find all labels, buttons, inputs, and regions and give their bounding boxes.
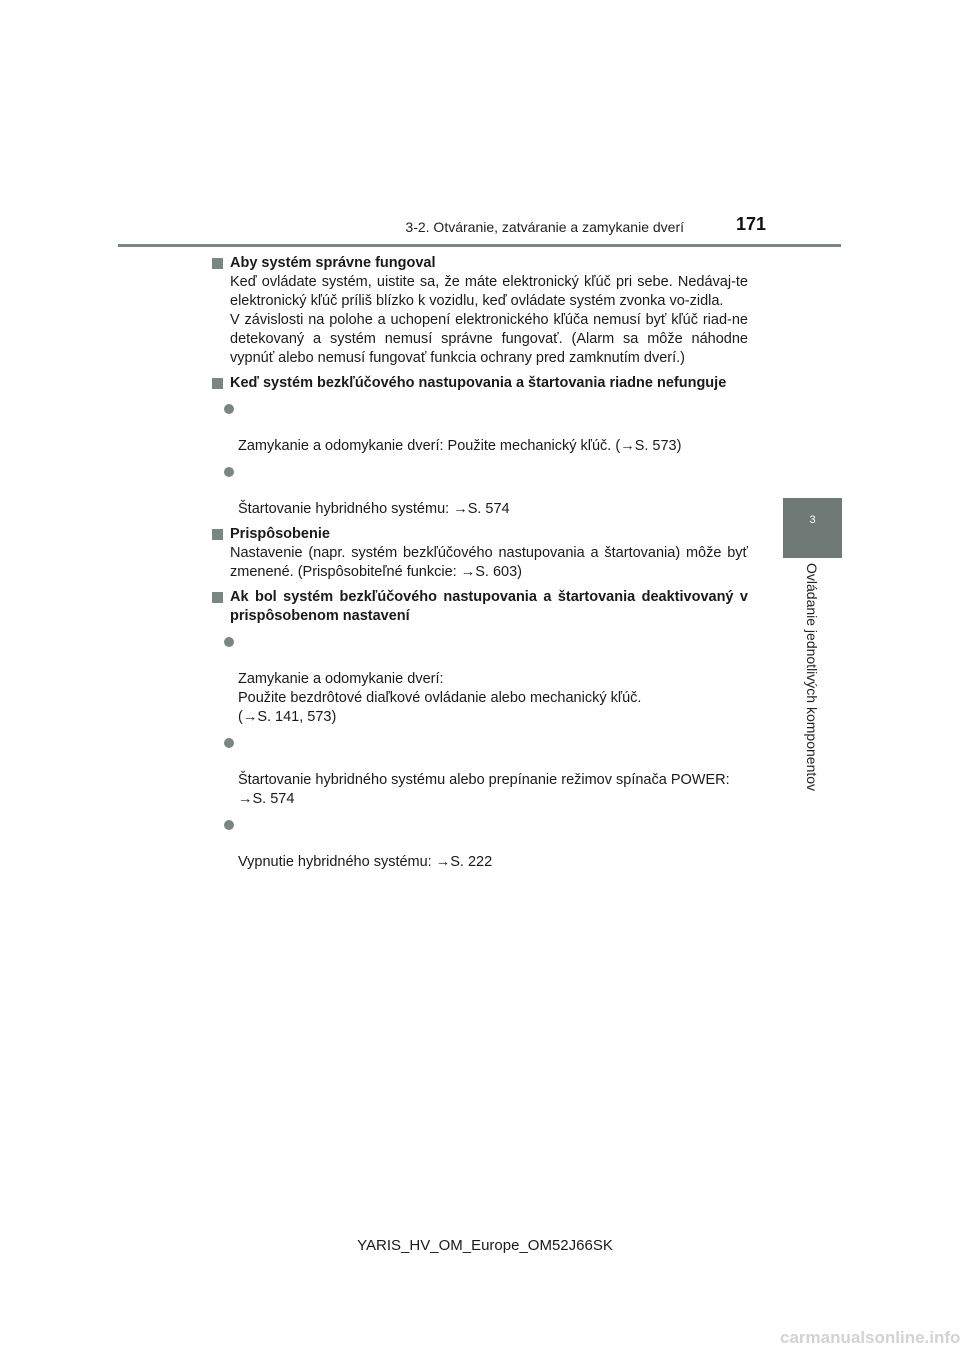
page-number: 171 <box>736 214 767 234</box>
circle-bullet-icon <box>224 637 234 647</box>
list-item-text: Zamykanie a odomykanie dverí: Použite bezdrôtové diaľkové ovládanie alebo mechanický kľúč. (→S. 141, 573) <box>238 671 642 725</box>
list-item-text: Vypnutie hybridného systému: →S. 222 <box>238 854 493 870</box>
header-divider <box>118 244 841 247</box>
section-heading-text: Ak bol systém bezkľúčového nastupovania a štartovania deaktivovaný v prispôsobenom nastavení <box>230 589 748 624</box>
section-proper-operation <box>210 254 748 368</box>
manual-code: YARIS_HV_OM_Europe_OM52J66SK <box>357 1237 613 1254</box>
page-content <box>210 254 748 878</box>
section-deactivated <box>210 588 748 872</box>
list-item-text: Štartovanie hybridného systému: →S. 574 <box>238 501 510 517</box>
section-body: Keď ovládate systém, uistite sa, že máte elektronický kľúč pri sebe. Nedávaj-te elektronický kľúč príliš blízko k vozidlu, keď ovládate systém zvonka vo-zidla. V závislosti na polohe a uchopení elektronického kľúča nemusí byť kľúč riad-ne detekovaný a systém nemusí správne fungovať. (Alarm sa môže náhodne vypnúť alebo nemusí fungovať funkcia ochrany pred zamknutím dverí.) <box>230 274 748 366</box>
circle-bullet-icon <box>224 467 234 477</box>
square-bullet-icon <box>212 378 223 389</box>
list-item <box>210 399 748 456</box>
section-heading <box>210 254 748 273</box>
square-bullet-icon <box>212 529 223 540</box>
square-bullet-icon <box>212 592 223 603</box>
square-bullet-icon <box>212 258 223 269</box>
watermark: carmanualsonline.info <box>780 1328 960 1347</box>
section-heading <box>210 588 748 626</box>
list-item <box>210 733 748 809</box>
section-heading-text: Aby systém správne fungoval <box>230 255 436 271</box>
section-heading-text: Prispôsobenie <box>230 526 330 542</box>
circle-bullet-icon <box>224 404 234 414</box>
chapter-tab-number: 3 <box>809 514 816 526</box>
section-heading <box>210 525 748 544</box>
circle-bullet-icon <box>224 820 234 830</box>
list-item <box>210 462 748 519</box>
list-item-text: Zamykanie a odomykanie dverí: Použite mechanický kľúč. (→S. 573) <box>238 438 682 454</box>
section-heading <box>210 374 748 393</box>
section-customization <box>210 525 748 582</box>
section-heading-text: Keď systém bezkľúčového nastupovania a štartovania riadne nefunguje <box>230 375 727 391</box>
header-section-title: 3-2. Otváranie, zatváranie a zamykanie dverí <box>405 219 684 235</box>
section-body: Nastavenie (napr. systém bezkľúčového nastupovania a štartovania) môže byť zmenené. (Prispôsobiteľné funkcie: →S. 603) <box>230 545 748 580</box>
list-item <box>210 815 748 872</box>
chapter-title-vertical: Ovládanie jednotlivých komponentov <box>804 563 820 792</box>
chapter-tab <box>783 498 842 558</box>
list-item <box>210 632 748 727</box>
list-item-text: Štartovanie hybridného systému alebo prepínanie režimov spínača POWER: →S. 574 <box>238 772 730 807</box>
circle-bullet-icon <box>224 738 234 748</box>
section-system-malfunction <box>210 374 748 519</box>
